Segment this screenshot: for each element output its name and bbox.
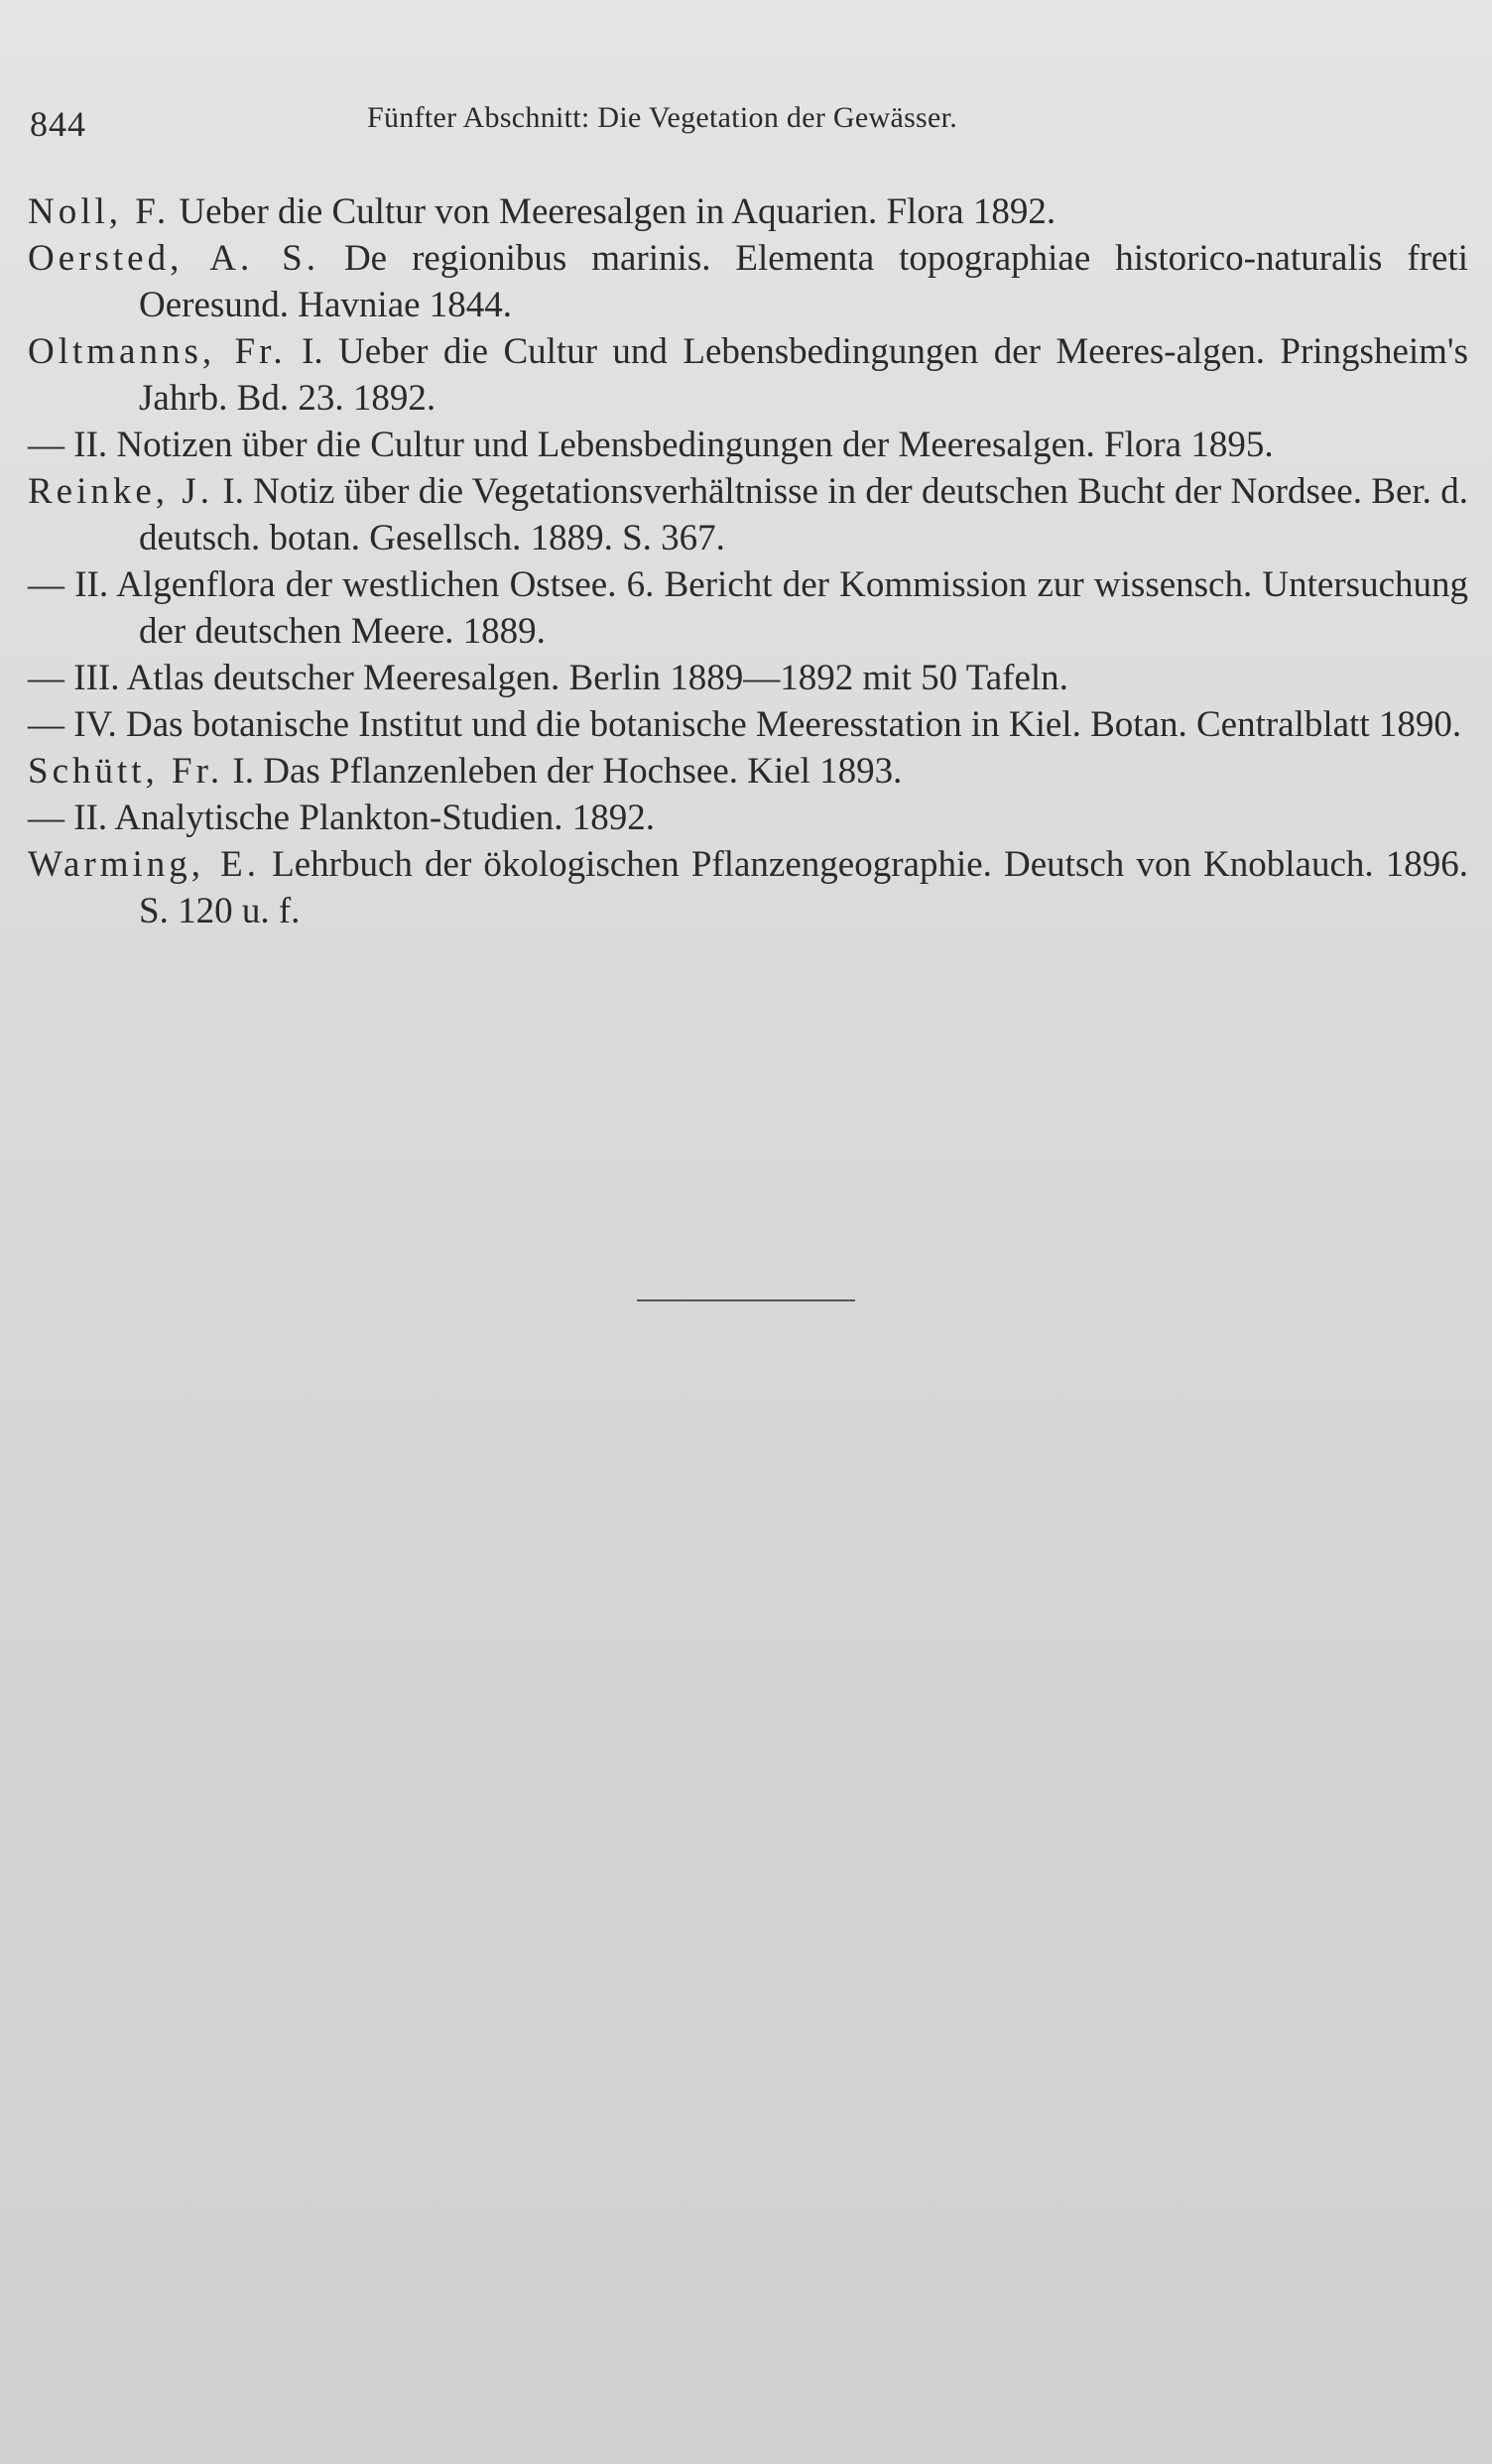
entry-text: I. Das Pflanzenleben der Hochsee. Kiel 1893. — [223, 751, 903, 792]
entry-author: Warming, E. — [28, 844, 260, 885]
entry-text: — II. Analytische Plankton-Studien. 1892. — [28, 798, 656, 838]
entry-text: — II. Notizen über die Cultur und Lebensbedingungen der Meeresalgen. Flora 1895. — [28, 425, 1274, 465]
running-title: Fünfter Abschnitt: Die Vegetation der Gewässer. — [367, 101, 958, 134]
bibliography-entry — [28, 655, 1468, 701]
entry-author: Oersted, A. S. — [28, 238, 319, 279]
entry-text: Lehrbuch der ökologischen Pflanzengeographie. Deutsch von Knoblauch. 1896. S. 120 u. f. — [139, 844, 1468, 931]
bibliography-list — [28, 188, 1468, 934]
bibliography-entry — [28, 795, 1468, 841]
bibliography-entry — [28, 701, 1468, 748]
entry-author: Noll, F. — [28, 191, 171, 232]
entry-text: — IV. Das botanische Institut und die botanische Meeresstation in Kiel. Botan. Centralblatt 1890. — [28, 704, 1462, 745]
entry-text: — II. Algenflora der westlichen Ostsee. 6. Bericht der Kommission zur wissensch. Untersuchung der deutschen Meere. 1889. — [28, 564, 1468, 652]
entry-text: Ueber die Cultur von Meeresalgen in Aquarien. Flora 1892. — [170, 191, 1057, 232]
section-end-rule — [637, 1299, 855, 1301]
entry-author: Schütt, Fr. — [28, 751, 224, 792]
bibliography-entry — [28, 188, 1468, 235]
bibliography-entry — [28, 841, 1468, 934]
bibliography-entry — [28, 748, 1468, 795]
bibliography-entry — [28, 235, 1468, 328]
entry-text: — III. Atlas deutscher Meeresalgen. Berlin 1889—1892 mit 50 Tafeln. — [28, 658, 1068, 698]
page-number: 844 — [30, 104, 86, 144]
bibliography-entry — [28, 422, 1468, 468]
entry-text: De regionibus marinis. Elementa topographiae historico-naturalis freti Oeresund. Havniae 1844. — [139, 238, 1468, 325]
bibliography-entry — [28, 468, 1468, 561]
entry-author: Reinke, J. — [28, 471, 214, 512]
entry-author: Oltmanns, Fr. — [28, 331, 287, 372]
entry-text: I. Notiz über die Vegetationsverhältnisse in der deutschen Bucht der Nordsee. Ber. d. deutsch. botan. Gesellsch. 1889. S. 367. — [139, 471, 1468, 558]
bibliography-entry — [28, 328, 1468, 422]
entry-text: I. Ueber die Cultur und Lebensbedingungen der Meeres-algen. Pringsheim's Jahrb. Bd. 23. 1892. — [139, 331, 1468, 419]
bibliography-entry — [28, 561, 1468, 655]
page-header — [30, 95, 1468, 145]
